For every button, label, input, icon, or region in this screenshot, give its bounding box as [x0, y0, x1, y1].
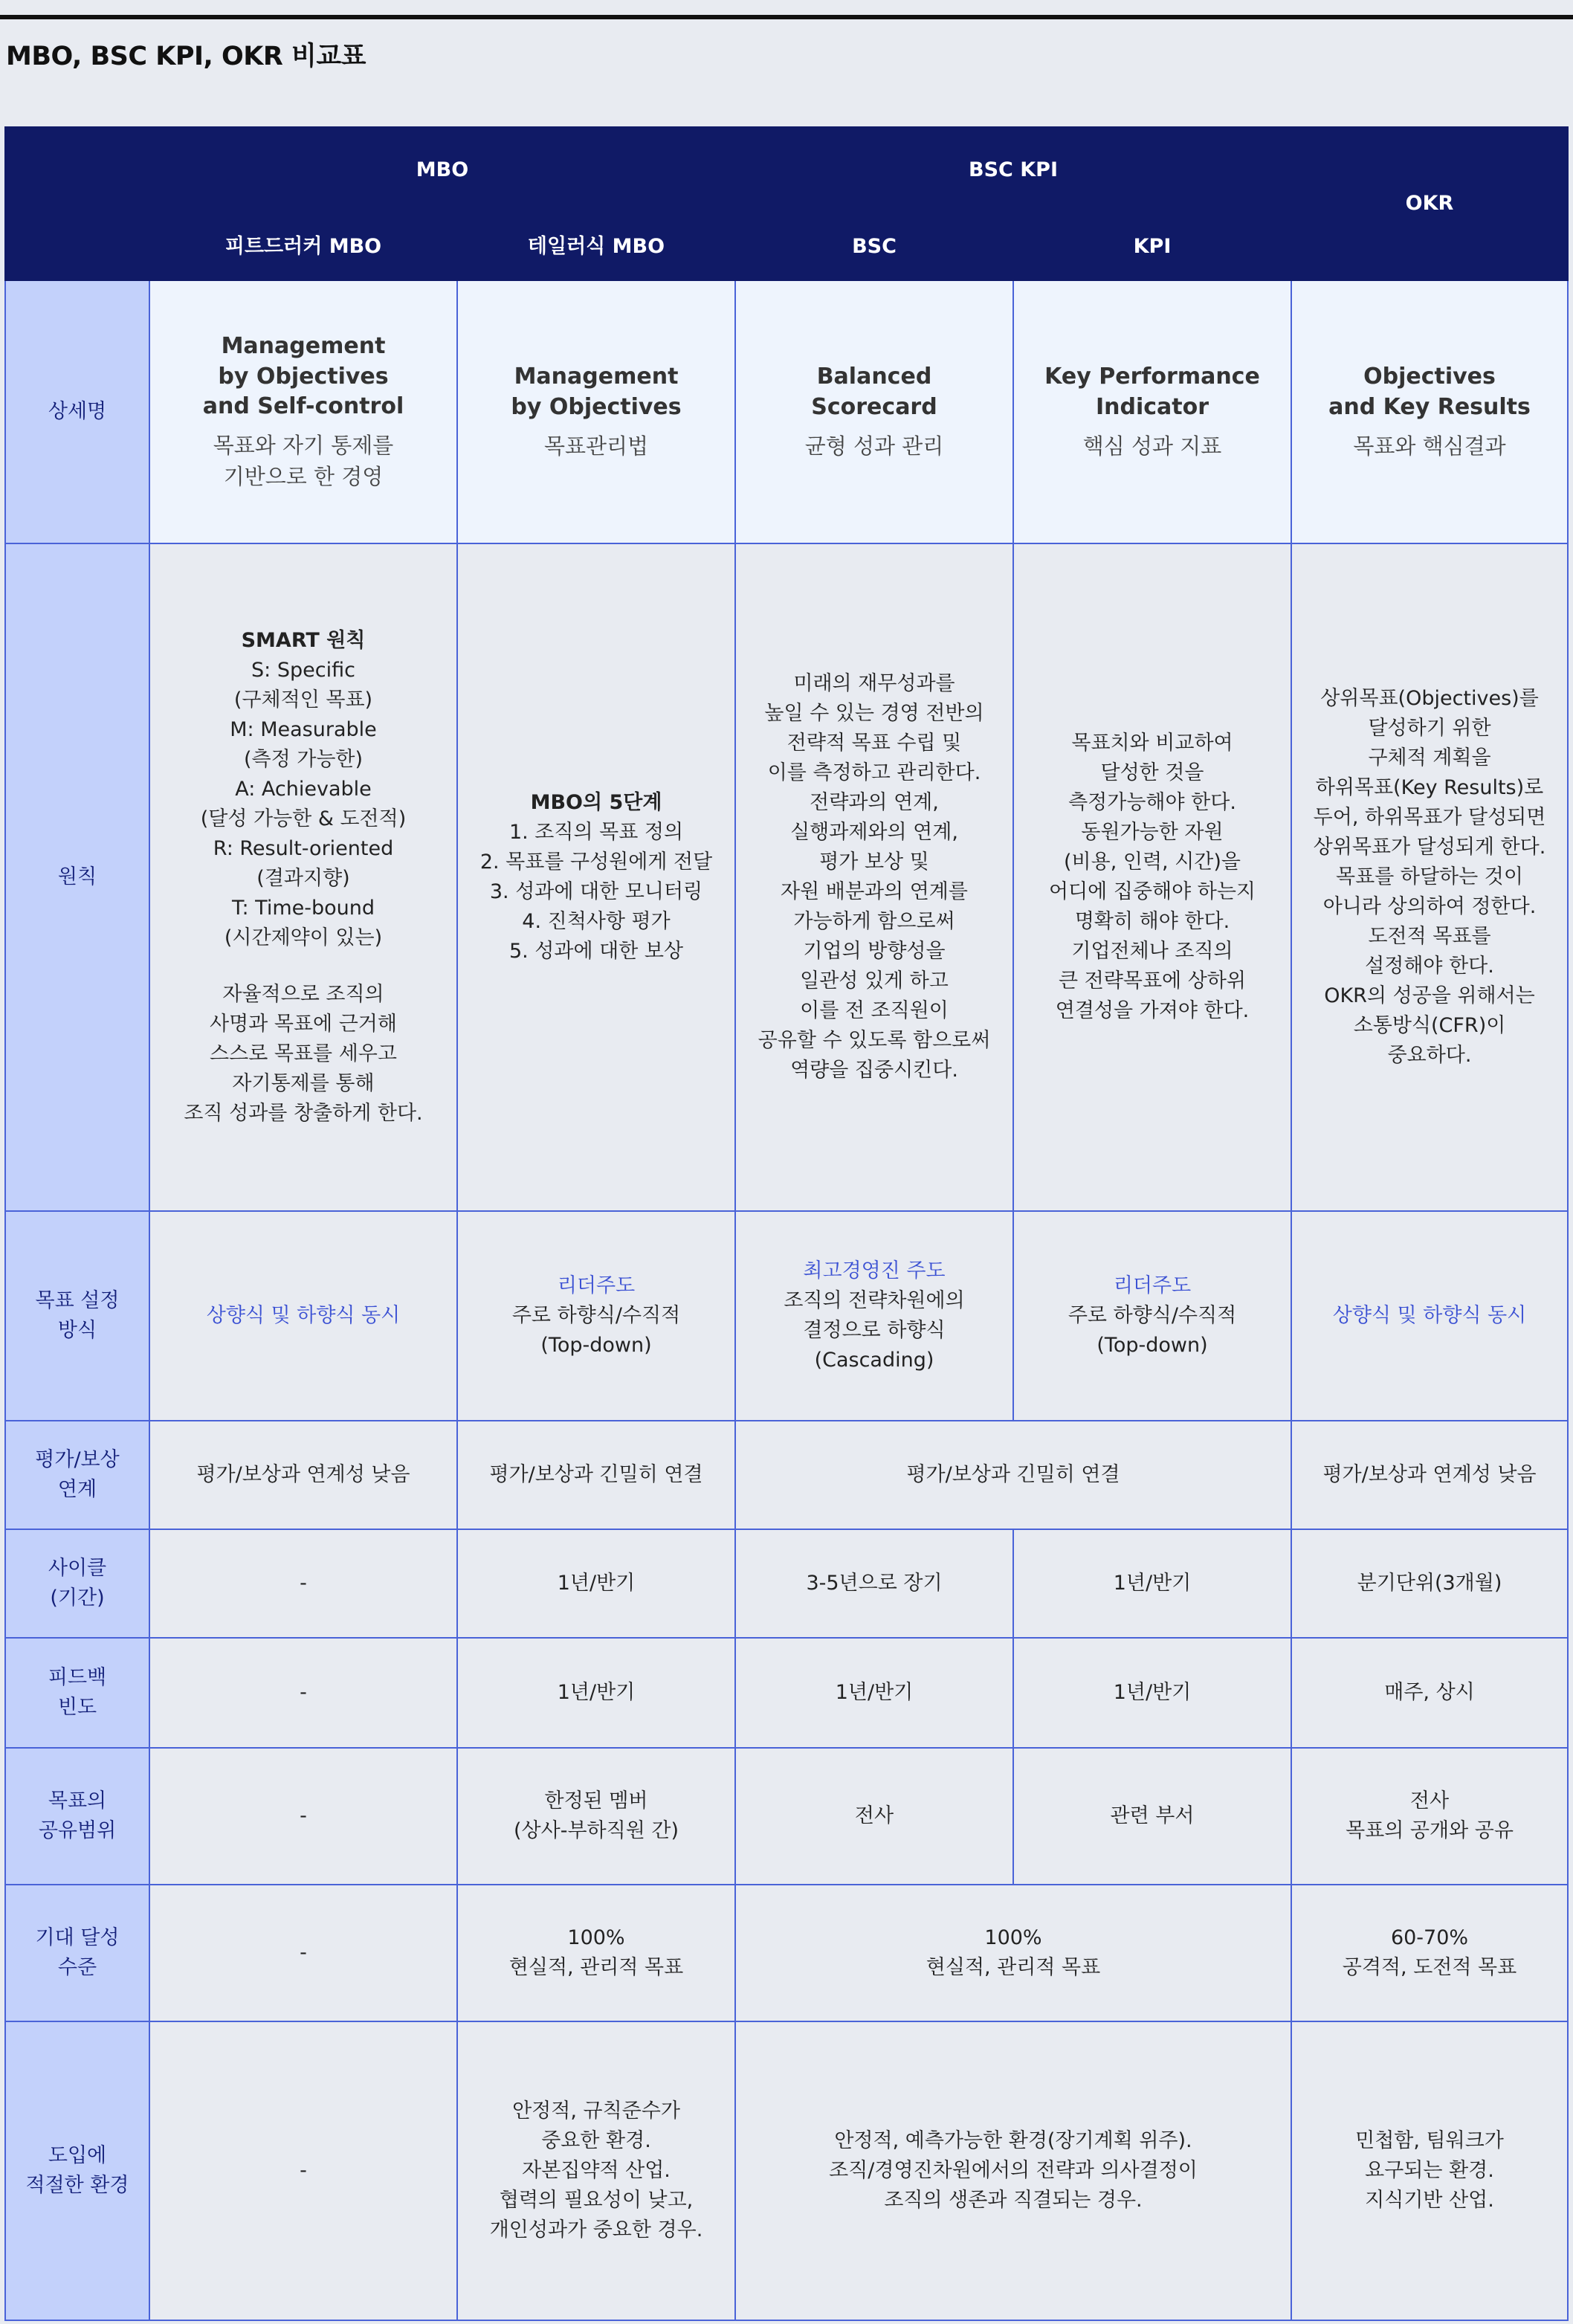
environment-drucker: -	[149, 2021, 457, 2320]
cycle-kpi: 1년/반기	[1013, 1529, 1291, 1638]
principle-bsc: 미래의 재무성과를 높일 수 있는 경영 전반의 전략적 목표 수립 및 이를 측정하고 관리한다. 전략과의 연계, 실행과제와의 연계, 평가 보상 및 자원 배분과의 연계를 가능하게 함으로써 기업의 방향성을 일관성 있게 하고 이를 전 조직원이 공유할 수 있도록 함으로써 역량을 집중시킨다.	[735, 543, 1013, 1211]
cycle-bsc: 3-5년으로 장기	[735, 1529, 1013, 1638]
row-expected	[5, 1885, 1568, 2021]
goal-taylor: 리더주도 주로 하향식/수직적 (Top-down)	[457, 1211, 735, 1421]
goal-kpi: 리더주도 주로 하향식/수직적 (Top-down)	[1013, 1211, 1291, 1421]
feedback-drucker: -	[149, 1638, 457, 1748]
reward-bsc-kpi: 평가/보상과 긴밀히 연결	[735, 1421, 1291, 1529]
sharing-bsc: 전사	[735, 1748, 1013, 1885]
header-bsc-kpi: BSC KPI	[735, 127, 1291, 213]
row-label-cycle: 사이클 (기간)	[5, 1529, 149, 1638]
reward-taylor: 평가/보상과 긴밀히 연결	[457, 1421, 735, 1529]
row-environment	[5, 2021, 1568, 2320]
row-label-principle: 원칙	[5, 543, 149, 1211]
header-bsc: BSC	[735, 213, 1013, 280]
sharing-drucker: -	[149, 1748, 457, 1885]
reward-okr: 평가/보상과 연계성 낮음	[1291, 1421, 1568, 1529]
row-sharing	[5, 1748, 1568, 1885]
header-corner	[5, 127, 149, 280]
header-drucker-mbo: 피트드러커 MBO	[149, 213, 457, 280]
feedback-bsc: 1년/반기	[735, 1638, 1013, 1748]
feedback-taylor: 1년/반기	[457, 1638, 735, 1748]
cycle-okr: 분기단위(3개월)	[1291, 1529, 1568, 1638]
row-label-environment: 도입에 적절한 환경	[5, 2021, 149, 2320]
principle-drucker: SMART 원칙 S: Specific (구체적인 목표) M: Measurable (측정 가능한) A: Achievable (달성 가능한 & 도전적) R: Result-oriented (결과지향) T: Time-bound (시간제약이 있는) 자율적으로 조직의 사명과 목표에 근거해 스스로 목표를 세우고 자기통제를 통해 조직 성과를 창출하게 한다.	[149, 543, 457, 1211]
page-title: MBO, BSC KPI, OKR 비교표	[6, 42, 366, 71]
detail-drucker: Management by Objectives and Self-control 목표와 자기 통제를 기반으로 한 경영	[149, 280, 457, 543]
principle-okr: 상위목표(Objectives)를 달성하기 위한 구체적 계획을 하위목표(Key Results)로 두어, 하위목표가 달성되면 상위목표가 달성되게 한다. 목표를 하달하는 것이 아니라 상의하여 정한다. 도전적 목표를 설정해야 한다. OKR의 성공을 위해서는 소통방식(CFR)이 중요하다.	[1291, 543, 1568, 1211]
row-feedback	[5, 1638, 1568, 1748]
header-taylor-mbo: 테일러식 MBO	[457, 213, 735, 280]
expected-okr: 60-70% 공격적, 도전적 목표	[1291, 1885, 1568, 2021]
principle-kpi: 목표치와 비교하여 달성한 것을 측정가능해야 한다. 동원가능한 자원 (비용, 인력, 시간)을 어디에 집중해야 하는지 명확히 해야 한다. 기업전체나 조직의 큰 전략목표에 상하위 연결성을 가져야 한다.	[1013, 543, 1291, 1211]
expected-taylor: 100% 현실적, 관리적 목표	[457, 1885, 735, 2021]
feedback-okr: 매주, 상시	[1291, 1638, 1568, 1748]
header-okr: OKR	[1291, 127, 1568, 280]
detail-kpi: Key Performance Indicator 핵심 성과 지표	[1013, 280, 1291, 543]
row-cycle	[5, 1529, 1568, 1638]
sharing-taylor: 한정된 멤버 (상사-부하직원 간)	[457, 1748, 735, 1885]
environment-okr: 민첩함, 팀워크가 요구되는 환경. 지식기반 산업.	[1291, 2021, 1568, 2320]
goal-okr: 상향식 및 하향식 동시	[1291, 1211, 1568, 1421]
expected-bsc-kpi: 100% 현실적, 관리적 목표	[735, 1885, 1291, 2021]
environment-bsc-kpi: 안정적, 예측가능한 환경(장기계획 위주). 조직/경영진차원에서의 전략과 의사결정이 조직의 생존과 직결되는 경우.	[735, 2021, 1291, 2320]
comparison-table	[4, 126, 1569, 2321]
sharing-okr: 전사 목표의 공개와 공유	[1291, 1748, 1568, 1885]
sharing-kpi: 관련 부서	[1013, 1748, 1291, 1885]
top-rule	[0, 15, 1573, 19]
header-kpi: KPI	[1013, 213, 1291, 280]
detail-okr: Objectives and Key Results 목표와 핵심결과	[1291, 280, 1568, 543]
row-goal-setting	[5, 1211, 1568, 1421]
reward-drucker: 평가/보상과 연계성 낮음	[149, 1421, 457, 1529]
row-label-sharing: 목표의 공유범위	[5, 1748, 149, 1885]
cycle-drucker: -	[149, 1529, 457, 1638]
detail-taylor: Management by Objectives 목표관리법	[457, 280, 735, 543]
row-detail	[5, 280, 1568, 543]
environment-taylor: 안정적, 규칙준수가 중요한 환경. 자본집약적 산업. 협력의 필요성이 낮고, 개인성과가 중요한 경우.	[457, 2021, 735, 2320]
expected-drucker: -	[149, 1885, 457, 2021]
row-label-expected: 기대 달성 수준	[5, 1885, 149, 2021]
row-label-reward: 평가/보상 연계	[5, 1421, 149, 1529]
row-label-goal-setting: 목표 설정 방식	[5, 1211, 149, 1421]
row-label-feedback: 피드백 빈도	[5, 1638, 149, 1748]
goal-drucker: 상향식 및 하향식 동시	[149, 1211, 457, 1421]
detail-bsc: Balanced Scorecard 균형 성과 관리	[735, 280, 1013, 543]
row-label-detail: 상세명	[5, 280, 149, 543]
cycle-taylor: 1년/반기	[457, 1529, 735, 1638]
principle-taylor: MBO의 5단계 1. 조직의 목표 정의 2. 목표를 구성원에게 전달 3. 성과에 대한 모니터링 4. 진척사항 평가 5. 성과에 대한 보상	[457, 543, 735, 1211]
goal-bsc: 최고경영진 주도 조직의 전략차원에의 결정으로 하향식 (Cascading)	[735, 1211, 1013, 1421]
row-reward	[5, 1421, 1568, 1529]
header-mbo: MBO	[149, 127, 735, 213]
feedback-kpi: 1년/반기	[1013, 1638, 1291, 1748]
row-principle	[5, 543, 1568, 1211]
